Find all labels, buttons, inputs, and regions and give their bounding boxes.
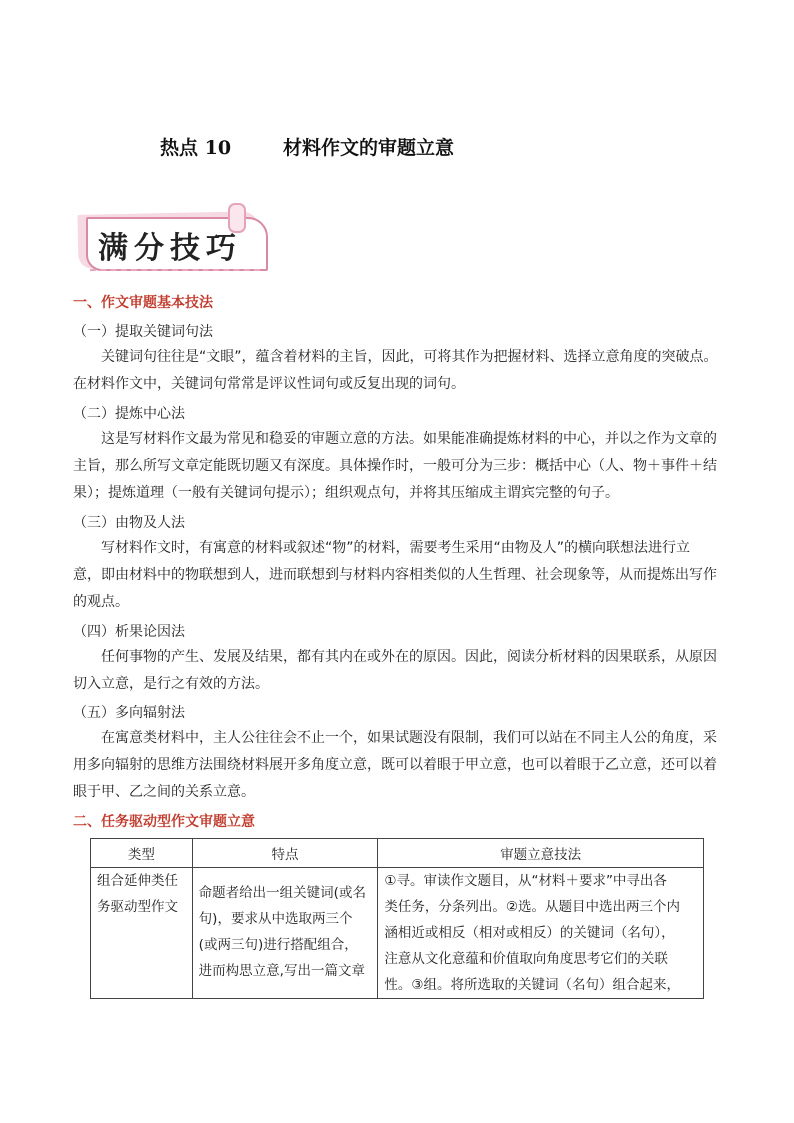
paragraph-line: 在材料作文中，关键词句常常是评议性词句或反复出现的词句。: [73, 376, 465, 392]
subheading-3: （三）由物及人法: [73, 515, 185, 531]
table-header-method: 审题立意技法: [378, 839, 704, 868]
paragraph-line: 在寓意类材料中，主人公往往会不止一个，如果试题没有限制，我们可以站在不同主人公的角度，采: [101, 730, 717, 746]
table-header-feature: 特点: [192, 839, 378, 868]
subheading-5: （五）多向辐射法: [73, 705, 185, 721]
banner: [78, 203, 268, 271]
table-row: [91, 868, 704, 999]
subheading-1: （一）提取关键词句法: [73, 324, 213, 340]
banner-text: 满分技巧: [98, 231, 242, 266]
title-text: 材料作文的审题立意: [283, 137, 455, 159]
cell-line: ①寻。审读作文题目，从“材料＋要求”中寻出各: [384, 873, 667, 889]
paragraph-5: [73, 725, 727, 806]
cell-line: 类任务，分条列出。②选。从题目中选出两三个内: [384, 899, 680, 915]
paragraph-line: 用多向辐射的思维方法围绕材料展开多角度立意，既可以着眼于甲立意，也可以着眼于乙立意，还可以着: [73, 757, 717, 773]
cell-line: 命题者给出一组关键词(或名: [198, 885, 366, 901]
paragraph-4: [73, 644, 727, 698]
table-header-type: 类型: [91, 839, 193, 868]
banner-dashed-line: [90, 269, 260, 271]
paragraph-1: [73, 344, 727, 398]
table-cell-type: [91, 868, 193, 999]
cell-line: 注意从文化意蕴和价值取向角度思考它们的关联: [384, 951, 668, 967]
cell-line: 组合延伸类任: [97, 873, 178, 889]
paragraph-line: 这是写材料作文最为常见和稳妥的审题立意的方法。如果能准确提炼材料的中心，并以之作为文章的: [101, 431, 717, 447]
paragraph-line: 眼于甲、乙之间的关系立意。: [73, 784, 255, 800]
subheading-4: （四）析果论因法: [73, 624, 185, 640]
paragraph-line: 关键词句往往是“文眼”，蕴含着材料的主旨，因此，可将其作为把握材料、选择立意角度的突破点。: [101, 349, 718, 365]
title-number: 热点 10: [160, 137, 232, 159]
paragraph-line: 的观点。: [73, 594, 129, 610]
table-cell-feature: [192, 868, 378, 999]
subheading-2: （二）提炼中心法: [73, 406, 185, 422]
cell-line: 性。③组。将所选取的关键词（名句）组合起来，: [384, 977, 680, 993]
paragraph-line: 任何事物的产生、发展及结果，都有其内在或外在的原因。因此，阅读分析材料的因果联系，从原因: [101, 649, 717, 665]
cell-line: 务驱动型作文: [97, 899, 178, 915]
cell-line: 涵相近或相反（相对或相反）的关键词（名句），: [384, 925, 675, 941]
paragraph-line: 果）；提炼道理（一般有关键词句提示）；组织观点句，并将其压缩成主谓宾完整的句子。: [73, 485, 619, 501]
table-cell-method: [378, 868, 704, 999]
technique-table: [90, 838, 704, 999]
paragraph-line: 写材料作文时，有寓意的材料或叙述“物”的材料，需要考生采用“由物及人”的横向联想法进行立: [101, 540, 691, 556]
paragraph-line: 主旨，那么所写文章定能既切题又有深度。具体操作时，一般可分为三步：概括中心（人、物＋事件＋结: [73, 458, 717, 474]
section1-heading: 一、作文审题基本技法: [73, 295, 213, 311]
cell-line: 进而构思立意,写出一篇文章: [198, 963, 365, 979]
cell-line: 句)，要求从中选取两三个: [198, 911, 353, 927]
table-header-row: [91, 839, 704, 868]
paragraph-2: [73, 426, 727, 507]
section2-heading: 二、任务驱动型作文审题立意: [73, 814, 255, 830]
paragraph-line: 切入立意，是行之有效的方法。: [73, 676, 269, 692]
paragraph-3: [73, 535, 727, 616]
cell-line: (或两三句)进行搭配组合，: [198, 937, 358, 953]
paragraph-line: 意，即由材料中的物联想到人，进而联想到与材料内容相类似的人生哲理、社会现象等，从而提炼出写作: [73, 567, 717, 583]
